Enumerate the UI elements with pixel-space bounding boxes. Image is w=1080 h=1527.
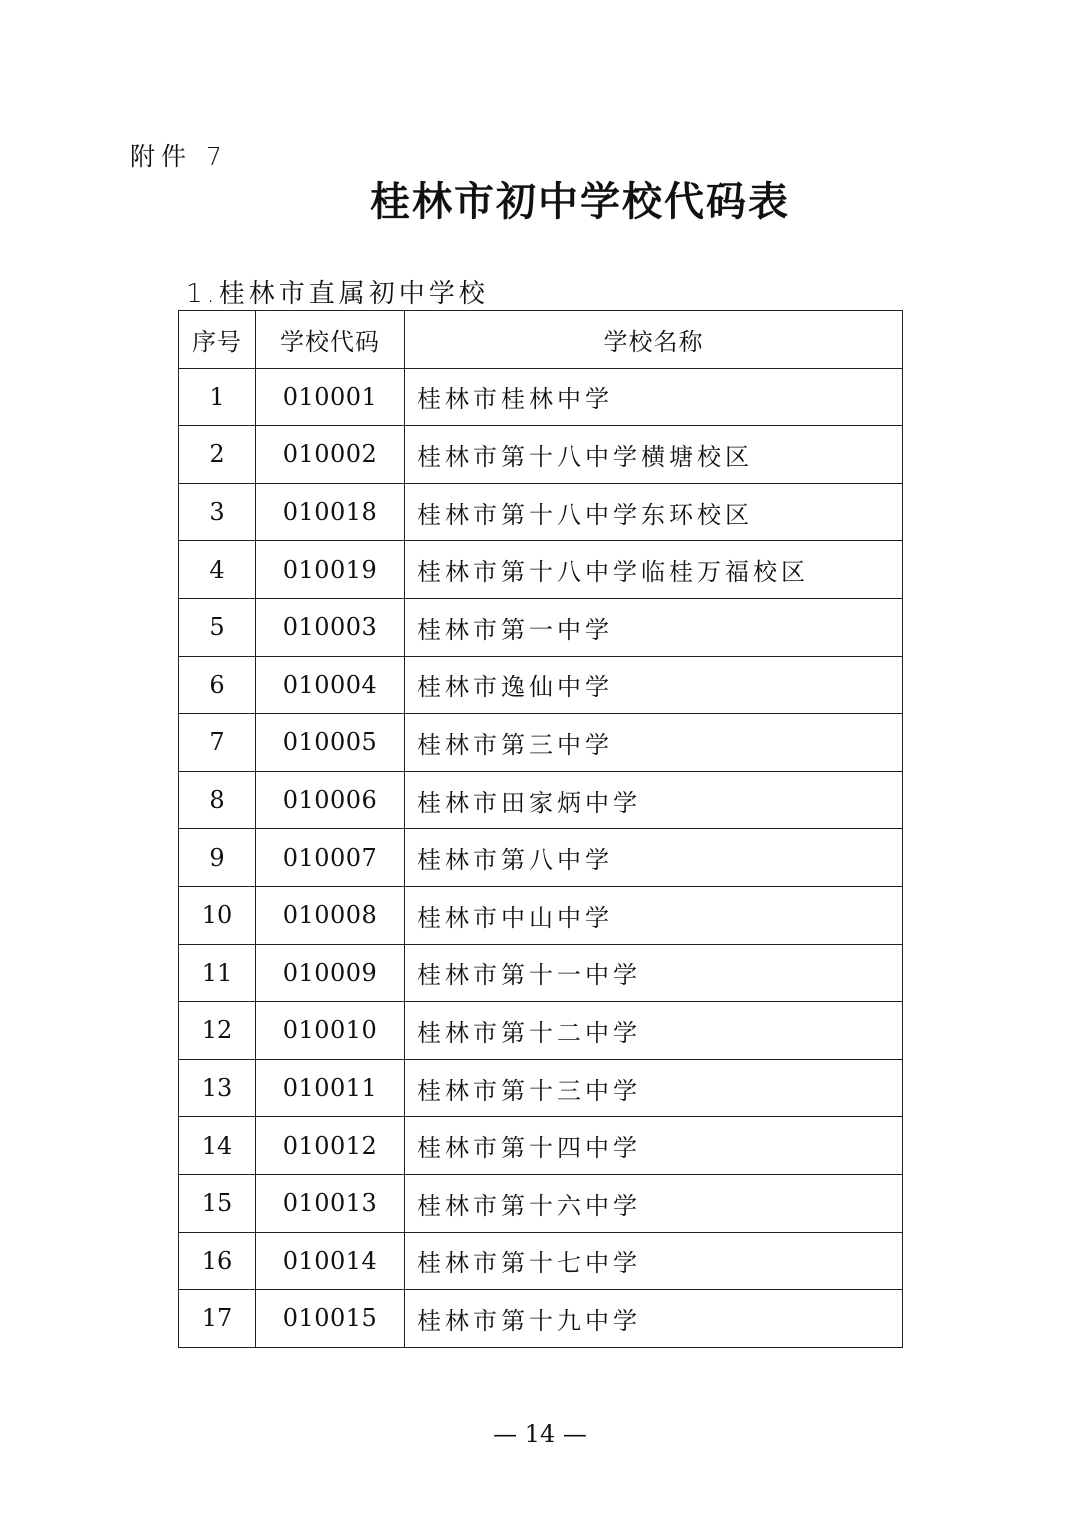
- row-serial-number: 10: [179, 886, 256, 944]
- row-school-name: 桂林市第十八中学横塘校区: [405, 426, 903, 484]
- header-serial-number: 序号: [179, 311, 256, 369]
- header-school-name: 学校名称: [405, 311, 903, 369]
- row-school-name: 桂林市桂林中学: [405, 368, 903, 426]
- row-school-code: 010007: [256, 829, 405, 887]
- row-school-name: 桂林市第十一中学: [405, 944, 903, 1002]
- row-school-name: 桂林市田家炳中学: [405, 771, 903, 829]
- row-school-code: 010003: [256, 598, 405, 656]
- attachment-label: 附件 7: [130, 142, 228, 171]
- table-row: [179, 944, 903, 1002]
- table-row: [179, 1174, 903, 1232]
- table-row: [179, 368, 903, 426]
- row-school-code: 010008: [256, 886, 405, 944]
- row-school-code: 010010: [256, 1002, 405, 1060]
- row-school-code: 010013: [256, 1174, 405, 1232]
- row-serial-number: 4: [179, 541, 256, 599]
- row-serial-number: 15: [179, 1174, 256, 1232]
- row-school-code: 010006: [256, 771, 405, 829]
- table-row: [179, 483, 903, 541]
- row-school-name: 桂林市第十四中学: [405, 1117, 903, 1175]
- row-school-code: 010002: [256, 426, 405, 484]
- table-row: [179, 1290, 903, 1348]
- row-school-name: 桂林市第十二中学: [405, 1002, 903, 1060]
- row-school-name: 桂林市逸仙中学: [405, 656, 903, 714]
- table-row: [179, 1117, 903, 1175]
- row-serial-number: 2: [179, 426, 256, 484]
- table-row: [179, 771, 903, 829]
- row-school-name: 桂林市中山中学: [405, 886, 903, 944]
- table-row: [179, 1232, 903, 1290]
- row-school-name: 桂林市第十六中学: [405, 1174, 903, 1232]
- row-school-code: 010015: [256, 1290, 405, 1348]
- row-serial-number: 9: [179, 829, 256, 887]
- row-school-code: 010009: [256, 944, 405, 1002]
- row-serial-number: 8: [179, 771, 256, 829]
- table-row: [179, 829, 903, 887]
- row-serial-number: 14: [179, 1117, 256, 1175]
- table-row: [179, 598, 903, 656]
- row-serial-number: 6: [179, 656, 256, 714]
- school-code-table: [178, 310, 903, 1348]
- table-row: [179, 541, 903, 599]
- row-serial-number: 11: [179, 944, 256, 1002]
- row-school-name: 桂林市第十三中学: [405, 1059, 903, 1117]
- row-school-name: 桂林市第三中学: [405, 714, 903, 772]
- row-school-code: 010011: [256, 1059, 405, 1117]
- row-school-code: 010005: [256, 714, 405, 772]
- table-header-row: [179, 311, 903, 369]
- row-serial-number: 1: [179, 368, 256, 426]
- row-serial-number: 13: [179, 1059, 256, 1117]
- row-school-code: 010012: [256, 1117, 405, 1175]
- row-serial-number: 3: [179, 483, 256, 541]
- table-row: [179, 886, 903, 944]
- table-row: [179, 426, 903, 484]
- row-serial-number: 16: [179, 1232, 256, 1290]
- table-row: [179, 656, 903, 714]
- section-heading: 1.桂林市直属初中学校: [186, 279, 489, 309]
- row-serial-number: 5: [179, 598, 256, 656]
- row-serial-number: 12: [179, 1002, 256, 1060]
- row-school-code: 010018: [256, 483, 405, 541]
- table-row: [179, 714, 903, 772]
- table-body: [179, 368, 903, 1347]
- row-school-name: 桂林市第十八中学临桂万福校区: [405, 541, 903, 599]
- row-school-name: 桂林市第十七中学: [405, 1232, 903, 1290]
- row-school-code: 010019: [256, 541, 405, 599]
- row-school-name: 桂林市第十八中学东环校区: [405, 483, 903, 541]
- row-school-name: 桂林市第一中学: [405, 598, 903, 656]
- page-title: 桂林市初中学校代码表: [370, 178, 790, 225]
- page-number: — 14 —: [493, 1420, 587, 1448]
- row-school-name: 桂林市第八中学: [405, 829, 903, 887]
- table-row: [179, 1002, 903, 1060]
- row-serial-number: 17: [179, 1290, 256, 1348]
- row-school-name: 桂林市第十九中学: [405, 1290, 903, 1348]
- row-school-code: 010001: [256, 368, 405, 426]
- table-row: [179, 1059, 903, 1117]
- row-school-code: 010014: [256, 1232, 405, 1290]
- row-serial-number: 7: [179, 714, 256, 772]
- row-school-code: 010004: [256, 656, 405, 714]
- header-school-code: 学校代码: [256, 311, 405, 369]
